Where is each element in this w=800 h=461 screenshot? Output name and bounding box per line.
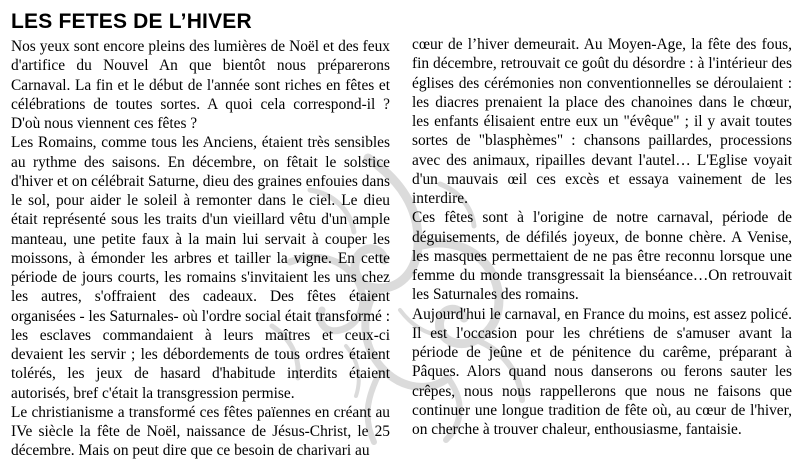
- paragraph-carnaval: Ces fêtes sont à l'origine de notre carnaval, période de déguisements, de défilés joyeux, de bonne chère. A Venise, les masques permettaient de ne pas être reconnu lorsque une femme du monde transgressait la bienséance…On retrouvait les Saturnales des romains.: [412, 209, 792, 304]
- article-right-column: [412, 35, 792, 439]
- article-title: LES FETES DE L’HIVER: [11, 10, 252, 33]
- paragraph-intro: Nos yeux sont encore pleins des lumières de Noël et des feux d'artifice du Nouvel An que bientôt nous préparerons Carnaval. La fin et le début de l'année sont riches en fêtes et célébrations de toutes sortes. A quoi cela correspond-il ? D'où nous viennent ces fêtes ?: [11, 38, 390, 132]
- paragraph-christianisme: Le christianisme a transformé ces fêtes païennes en créant au IVe siècle la fête de Noël, naissance de Jésus-Christ, le 25 décembre. Mais on peut dire que ce besoin de charivari au: [11, 403, 390, 460]
- paragraph-aujourdhui: Aujourd'hui le carnaval, en France du moins, est assez policé. Il est l'occasion pour les chrétiens de s'amuser avant la période de jeûne et de pénitence du carême, préparant à Pâques. Alors quand nous danserons ou ferons sauter les crêpes, nous nous rappellerons que nous ne faisons que continuer une longue tradition de fête où, au cœur de l'hiver, on cherche à trouver chaleur, enthousiasme, fantaisie.: [412, 305, 792, 438]
- article-left-column: [11, 37, 390, 461]
- paragraph-moyen-age: cœur de l’hiver demeurait. Au Moyen-Age, la fête des fous, fin décembre, retrouvait ce goût du désordre : à l'intérieur des églises des cérémonies non conventionnelles se déroulaient : les diacres prenaient la place des chanoines dans le chœur, les enfants élisaient entre eux un "évêque" ; il y avait toutes sortes de "blasphèmes" : chansons paillardes, processions avec des animaux, ripailles devant l'autel… L'Eglise voyait d'un mauvais œil ces excès et essaya vainement de les interdire.: [412, 36, 792, 207]
- paragraph-romains: Les Romains, comme tous les Anciens, étaient très sensibles au rythme des saisons. En décembre, on fêtait le solstice d'hiver et on célébrait Saturne, dieu des graines enfouies dans le sol, pour aider le soleil à remonter dans le ciel. Le dieu était représenté sous les traits d'un vieillard vêtu d'un ample manteau, une petite faux à la main lui servait à couper les moissons, à émonder les arbres et tailler la vigne. En cette période de jours courts, les romains s'invitaient les uns chez les autres, s'offraient des cadeaux. Des fêtes étaient organisées - les Saturnales- où l'ordre social était transformé : les esclaves commandaient à leurs maîtres et ceux-ci devaient les servir ; les débordements de tous ordres étaient tolérés, les jeux de hasard d'habitude interdits étaient autorisés, bref c'était la transgression permise.: [11, 134, 391, 402]
